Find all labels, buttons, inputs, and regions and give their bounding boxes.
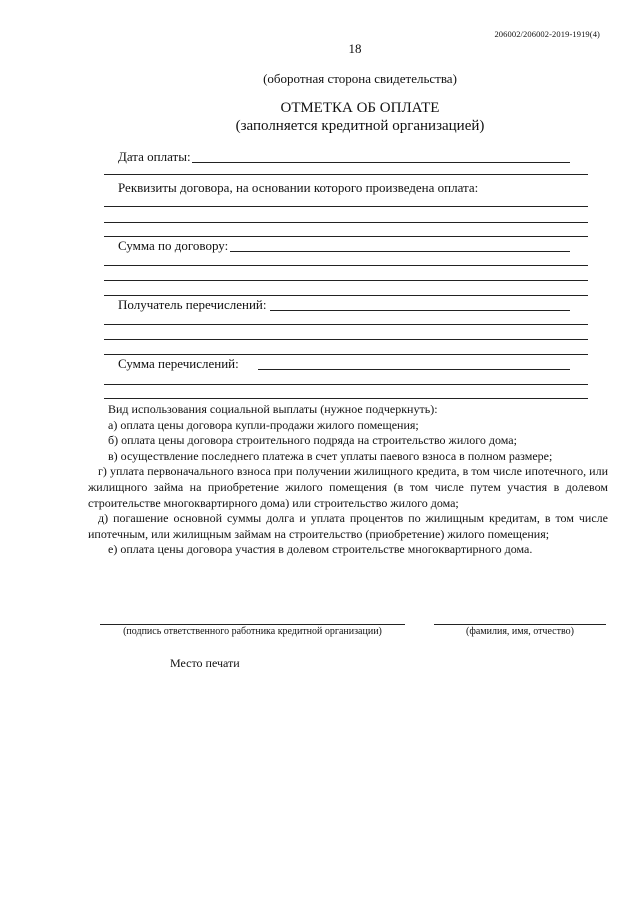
contract-details-label: Реквизиты договора, на основании которого произведена оплата: [118,180,479,195]
transfer-amount-line-3[interactable] [104,398,588,399]
contract-amount-label: Сумма по договору: [118,238,229,253]
transfer-amount-label: Сумма перечислений: [118,356,239,371]
page-subtitle: (оборотная сторона свидетельства) [263,71,457,86]
recipient-line[interactable] [270,310,570,311]
usage-option-f[interactable]: е) оплата цены договора участия в долевом строительстве многоквартирного дома. [108,542,533,557]
contract-details-line-3[interactable] [104,236,588,237]
document-code: 206002/206002-2019-1919(4) [494,29,600,39]
usage-section [88,402,608,558]
contract-details-line-1[interactable] [104,206,588,207]
full-name-line[interactable] [434,624,606,625]
transfer-amount-line[interactable] [258,369,570,370]
contract-amount-line-3[interactable] [104,280,588,281]
page-title: ОТМЕТКА ОБ ОПЛАТЕ [280,100,440,116]
contract-amount-line-4[interactable] [104,295,588,296]
recipient-line-2[interactable] [104,324,588,325]
signature-line[interactable] [100,624,405,625]
usage-option-d[interactable]: г) уплата первоначального взноса при получении жилищного кредита, в том числе ипотечного, или жилищного займа на приобретение жилого помещения (в том числе путем участия в долевом строительстве многоквартирного дома) или строительство жилого дома; [88,464,608,510]
transfer-amount-line-2[interactable] [104,384,588,385]
usage-heading: Вид использования социальной выплаты (нужное подчеркнуть): [108,402,438,416]
payment-date-label: Дата оплаты: [118,149,191,164]
contract-amount-line-2[interactable] [104,265,588,266]
stamp-placeholder: Место печати [170,656,240,670]
usage-option-a[interactable]: а) оплата цены договора купли-продажи жилого помещения; [108,417,419,432]
recipient-line-3[interactable] [104,339,588,340]
full-name-caption: (фамилия, имя, отчество) [466,626,574,637]
recipient-line-4[interactable] [104,354,588,355]
form-divider-line [104,174,588,175]
usage-option-c[interactable]: в) осуществление последнего платежа в счет уплаты паевого взноса в полном размере; [108,448,553,463]
contract-details-line-2[interactable] [104,222,588,223]
usage-option-e[interactable]: д) погашение основной суммы долга и уплата процентов по жилищным кредитам, в том числе ипотечным, или жилищным займам на строительство (приобретение) жилого помещения; [88,511,608,541]
recipient-label: Получатель перечислений: [118,297,267,312]
page-title-note: (заполняется кредитной организацией) [235,118,485,134]
contract-amount-line[interactable] [230,251,570,252]
signature-caption: (подпись ответственного работника кредитной организации) [123,626,382,637]
usage-option-b[interactable]: б) оплата цены договора строительного подряда на строительство жилого дома; [108,433,517,448]
payment-date-line[interactable] [192,162,570,163]
page-number: 18 [348,41,362,56]
